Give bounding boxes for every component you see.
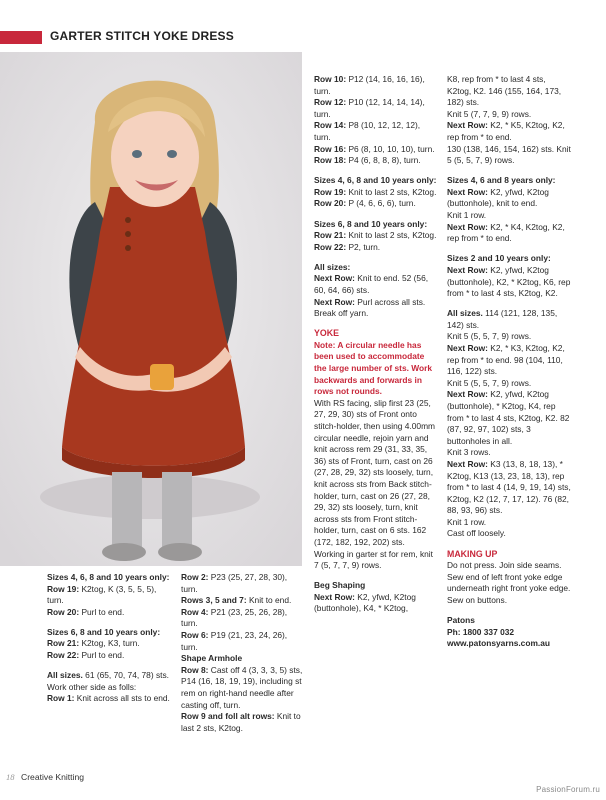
body-text: Knit 5 (7, 7, 9, 9) rows. [447,108,532,119]
body-text: 130 (138, 146, 154, 162) sts. Knit 5 (5, 5, 7, 9) rows. [447,143,571,166]
row-text: K2, * K3, K2tog, K2, rep from * to end. 98 (104, 110, 116, 122) sts. [447,342,565,377]
row-text: Purl to end. [81,650,125,661]
row-label: All sizes. [447,308,486,319]
row-text: 114 (121, 128, 135, 142) sts. [447,308,558,330]
column-2 [181,572,303,734]
row-label: Next Row: [447,120,491,131]
red-section-heading: MAKING UP [447,548,498,559]
row-label: Row 16: [314,143,349,154]
page-footer [6,772,84,782]
row-text: K2, * K4, K2tog, K2, rep from * to end. [447,221,565,244]
row-label: Row 9 and foll alt rows: [181,711,277,722]
row-label: Row 22: [314,241,349,252]
body-text: Working in garter st for rem, knit 7 (5, 7, 7, 9) rows. [314,548,433,571]
column-4 [447,74,571,650]
instruction-row [181,665,303,711]
row-text: P6 (8, 10, 10, 10), turn. [348,143,435,154]
row-text: K2, * K5, K2tog, K2, rep from * to end. [447,120,565,142]
body-text: Do not press. Join side seams. Sew end of left front yoke edge underneath right front yoke edge. Sew on buttons. [447,560,571,605]
paragraph-gap [47,618,173,627]
section-heading: Shape Armhole [181,653,243,664]
row-text: K2, yfwd, K2tog (buttonhole), K4, * K2tog, [314,591,416,614]
instruction-row [314,97,438,120]
row-text: P8 (10, 12, 12, 12), turn. [314,120,421,142]
section-heading: Patons [447,615,475,626]
instruction-row [314,198,438,210]
row-label: Row 6: [181,629,211,640]
row-text: K2, yfwd, K2tog (buttonhole), K2, * K2tog, K6, rep from * to last 4 sts, K2tog, K2. [447,264,571,299]
section-heading: www.patonsyarns.com.au [447,638,551,649]
row-text: Cast off 4 (3, 3, 3, 5) sts, P14 (16, 18, 19, 19), including st rem on right-hand needle after casting off, turn. [181,664,303,710]
paragraph-gap [447,167,571,176]
body-text: Knit 5 (5, 5, 7, 9) rows. [447,377,532,388]
row-text: Knit to end. 52 (56, 60, 64, 66) sts. [314,273,429,295]
body-text: K8, rep from * to last 4 sts, K2tog, K2. 146 (155, 164, 173, 182) sts. [447,74,562,108]
instruction-row [314,187,438,199]
row-label: Row 2: [181,572,211,582]
row-text: P2, turn. [348,241,381,252]
row-label: Row 21: [47,638,82,649]
row-label: Next Row: [314,273,358,284]
row-text: Knit to last 2 sts, K2tog. [348,230,437,241]
instruction-row [181,607,303,630]
instruction-row [47,638,173,650]
row-label: Next Row: [447,458,491,469]
row-label: Next Row: [314,296,358,307]
paragraph-gap [314,253,438,262]
section-heading: All sizes: [314,261,351,272]
section-heading: Beg Shaping [314,580,366,591]
row-text: P (4, 6, 6, 6), turn. [348,198,416,209]
row-label: Row 21: [314,230,349,241]
row-text: P19 (21, 23, 24, 26), turn. [181,629,288,652]
instruction-row [447,389,571,447]
instruction-row [447,459,571,517]
instruction-row [47,650,173,662]
row-text: P23 (25, 27, 28, 30), turn. [181,572,288,594]
body-text: With RS facing, slip first 23 (25, 27, 29, 30) sts of Front onto stitch-holder, then using 4.00mm circular needle, rejoin yarn and knit across rem 29 (31, 33, 35, 36) sts of Front, turn, cast on 26 (27, 28, 29, 32) sts loosely, turn, knit across sts from Back stitch-holder, turn, cast on 26 (27, 28, 29, 32) sts loosely, turn, knit across sts from Front stitch-holder, turn, cast on 6 sts. 162 (172, 182, 192, 202) sts. [314,397,436,547]
body-text: Knit 1 row. [447,210,487,221]
page-number: 18 [6,772,15,782]
row-label: Row 1: [47,693,77,704]
row-text: K2, yfwd, K2tog (buttonhole), knit to end. [447,186,549,209]
row-label: Row 22: [47,650,82,661]
instruction-row [47,584,173,607]
row-label: Next Row: [447,389,491,400]
row-text: K3 (13, 8, 18, 13), * K2tog, K13 (13, 23, 18, 13), rep from * to last 4 (14, 9, 19, 14) sts, K2tog, K2 (12, 7, 17, 12). 76 (82, 88, 93, 96) sts. [447,458,571,516]
section-heading: Ph: 1800 337 032 [447,626,515,637]
row-label: Row 12: [314,97,349,108]
instruction-row [447,120,571,143]
magazine-name: Creative Knitting [20,772,85,782]
section-heading: Sizes 4, 6, 8 and 10 years only: [47,572,170,582]
instruction-row [447,308,571,331]
instruction-row [447,222,571,245]
row-label: Next Row: [447,221,491,232]
instruction-row [314,273,438,296]
row-text: K2, yfwd, K2tog (buttonhole), * K2tog, K4, rep from * to last 4 sts, K2tog, K2. 82 (87, 92, 97, 102) sts, 3 buttonholes in all. [447,389,570,446]
column-3 [314,74,438,615]
row-text: Knit to end. [248,595,292,606]
instruction-row [314,155,438,167]
red-section-heading: YOKE [314,328,339,339]
row-text: P12 (14, 16, 16, 16), turn. [314,74,425,96]
instruction-row [314,144,438,156]
instruction-row [181,711,303,734]
row-text: K2tog, K3, turn. [81,638,140,649]
row-label: Row 19: [47,583,82,594]
row-text: Knit to last 2 sts, K2tog. [181,711,301,733]
row-label: Row 10: [314,74,349,84]
paragraph-gap [314,167,438,176]
row-text: P4 (6, 8, 8, 8), turn. [348,155,421,166]
instruction-row [181,595,303,607]
instruction-row [447,265,571,300]
section-heading: Sizes 4, 6, 8 and 10 years only: [314,175,437,186]
section-heading: Sizes 6, 8 and 10 years only: [314,218,428,229]
header-accent-bar [0,31,42,44]
instruction-row [47,607,173,619]
instruction-row [181,630,303,653]
instruction-row [181,572,303,595]
body-text: Knit 3 rows. [447,447,491,458]
instruction-row [47,693,173,705]
row-text: P21 (23, 25, 26, 28), turn. [181,606,288,629]
instruction-row [314,230,438,242]
row-label: Row 20: [314,198,349,209]
row-text: Purl across all sts. Break off yarn. [314,296,426,319]
instruction-row [314,74,438,97]
row-label: Next Row: [447,186,491,197]
paragraph-gap [447,300,571,309]
watermark: PassionForum.ru [536,785,600,794]
instruction-row [314,242,438,254]
paragraph-gap [447,540,571,549]
section-heading: Sizes 2 and 10 years only: [447,253,551,264]
row-label: All sizes. [47,670,86,681]
row-text: 61 (65, 70, 74, 78) sts. Work other side as folls: [47,670,169,692]
paragraph-gap [314,210,438,219]
paragraph-gap [447,245,571,254]
column-1 [47,572,173,705]
paragraph-gap [314,572,438,581]
row-label: Row 19: [314,186,349,197]
note-text: Note: A circular needle has been used to accommodate the large number of sts. Work backwards and forwards in rows not rounds. [314,339,433,397]
instruction-row [314,120,438,143]
paragraph-gap [447,607,571,616]
paragraph-gap [314,320,438,329]
instruction-row [314,592,438,615]
row-label: Row 8: [181,664,211,675]
paragraph-gap [47,662,173,671]
instruction-row [314,297,438,320]
row-text: P10 (12, 14, 14, 14), turn. [314,97,425,119]
row-label: Next Row: [447,264,491,275]
body-text: Cast off loosely. [447,528,506,539]
body-text: Knit 5 (5, 5, 7, 9) rows. [447,331,532,342]
instruction-row [447,187,571,210]
row-text: Knit to last 2 sts, K2tog. [348,186,437,197]
row-text: K2tog, K (3, 5, 5, 5), turn. [47,583,157,606]
row-label: Rows 3, 5 and 7: [181,595,249,606]
row-label: Row 4: [181,606,211,617]
row-text: Knit across all sts to end. [76,693,170,704]
body-text: Knit 1 row. [447,516,487,527]
child-in-knitted-dress-photo [0,52,302,566]
row-label: Row 14: [314,120,349,131]
row-label: Next Row: [314,591,358,602]
row-label: Row 18: [314,155,349,166]
section-heading: Sizes 4, 6 and 8 years only: [447,175,556,186]
page-title: GARTER STITCH YOKE DRESS [50,29,234,43]
row-label: Next Row: [447,342,491,353]
instruction-row [447,343,571,378]
instruction-row [47,670,173,693]
section-heading: Sizes 6, 8 and 10 years only: [47,626,161,637]
row-label: Row 20: [47,606,82,617]
row-text: Purl to end. [81,606,125,617]
